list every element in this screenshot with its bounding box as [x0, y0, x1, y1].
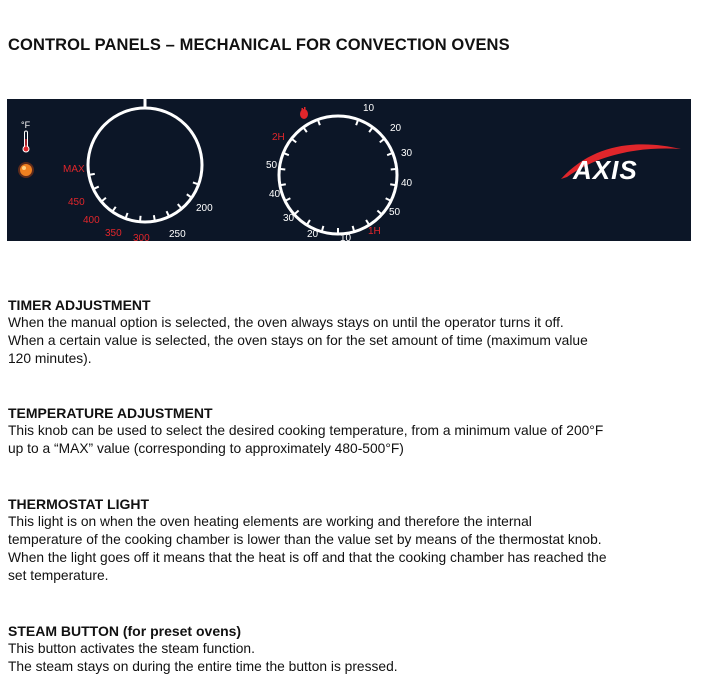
- steam-button-section: [8, 622, 708, 676]
- dial-tick: [285, 198, 290, 201]
- section-line: When a certain value is selected, the oven stays on for the set amount of time (maximum value: [8, 333, 588, 348]
- dial-tick: [369, 127, 373, 132]
- temp-label-350: 350: [105, 228, 122, 239]
- temp-label-300: 300: [133, 233, 150, 241]
- dial-tick: [93, 187, 98, 190]
- section-line: This button activates the steam function.: [8, 641, 255, 656]
- dial-tick: [391, 169, 397, 170]
- timer-adjustment-section: [8, 296, 708, 368]
- timer-label-30-left: 30: [283, 213, 295, 224]
- section-line: temperature of the cooking chamber is lower than the value set by means of the thermostat knob.: [8, 532, 602, 547]
- dial-tick: [279, 169, 285, 170]
- section-line: The steam stays on during the entire time the button is pressed.: [8, 659, 398, 674]
- section-heading: STEAM BUTTON (for preset ovens): [8, 623, 242, 639]
- temp-label-250: 250: [169, 229, 186, 240]
- control-panel-graphic: [7, 99, 691, 241]
- timer-label-50-right: 50: [389, 207, 401, 218]
- section-line: set temperature.: [8, 568, 109, 583]
- dial-tick: [112, 207, 115, 212]
- thermostat-light-section: [8, 495, 708, 585]
- temp-label-400: 400: [83, 215, 100, 226]
- thermometer-icon: [23, 131, 29, 152]
- section-line: When the light goes off it means that the heat is off and that the cooking chamber has reached the: [8, 550, 607, 565]
- temperature-ticks: [89, 174, 199, 222]
- axis-logo: [561, 144, 681, 185]
- temperature-adjustment-section: [8, 404, 708, 458]
- dial-tick: [386, 198, 391, 201]
- dial-tick: [380, 139, 385, 143]
- section-line: When the manual option is selected, the oven always stays on until the operator turns it off.: [8, 315, 564, 330]
- timer-label-40-left: 40: [269, 189, 281, 200]
- dial-tick: [366, 220, 369, 225]
- dial-tick: [101, 198, 106, 202]
- timer-label-20-bottom: 20: [307, 229, 319, 240]
- dial-tick: [390, 184, 396, 185]
- section-heading: THERMOSTAT LIGHT: [8, 496, 150, 512]
- section-line: 120 minutes).: [8, 351, 92, 366]
- timer-label-10-top: 10: [363, 103, 375, 114]
- temp-label-200: 200: [196, 203, 213, 214]
- dial-tick: [187, 194, 192, 197]
- timer-label-20-top: 20: [390, 123, 402, 134]
- temp-label-max: MAX: [63, 164, 85, 175]
- dial-tick: [167, 211, 170, 216]
- dial-tick: [280, 184, 286, 185]
- section-heading: TEMPERATURE ADJUSTMENT: [8, 405, 213, 421]
- dial-tick: [154, 215, 155, 221]
- dial-tick: [303, 127, 307, 132]
- dial-tick: [140, 216, 141, 222]
- dial-tick: [307, 220, 310, 225]
- section-line: This knob can be used to select the desired cooking temperature, from a minimum value of 200°F: [8, 423, 604, 438]
- timer-label-50-left: 50: [266, 160, 278, 171]
- page-title: CONTROL PANELS – MECHANICAL FOR CONVECTION OVENS: [8, 36, 510, 54]
- timer-label-1h: 1H: [368, 226, 381, 237]
- section-line: up to a “MAX” value (corresponding to approximately 480-500°F): [8, 441, 404, 456]
- manual-hand-icon: [300, 107, 308, 119]
- temperature-knob[interactable]: [63, 99, 213, 241]
- timer-label-10-bottom: 10: [340, 233, 352, 241]
- dial-tick: [292, 139, 297, 143]
- timer-label-2h: 2H: [272, 132, 285, 143]
- dial-tick: [294, 210, 298, 214]
- dial-tick: [89, 174, 95, 175]
- section-heading: TIMER ADJUSTMENT: [8, 297, 151, 313]
- control-panel: [7, 99, 691, 241]
- timer-knob[interactable]: [266, 103, 413, 241]
- unit-label: °F: [21, 120, 31, 130]
- dial-tick: [377, 210, 381, 214]
- timer-label-30-right: 30: [401, 148, 413, 159]
- thermostat-light: [18, 162, 34, 178]
- dial-tick: [178, 204, 182, 209]
- axis-logo-text: AXIS: [573, 155, 638, 185]
- section-line: This light is on when the oven heating elements are working and therefore the internal: [8, 514, 532, 529]
- timer-label-40-right: 40: [401, 178, 413, 189]
- temp-label-450: 450: [68, 197, 85, 208]
